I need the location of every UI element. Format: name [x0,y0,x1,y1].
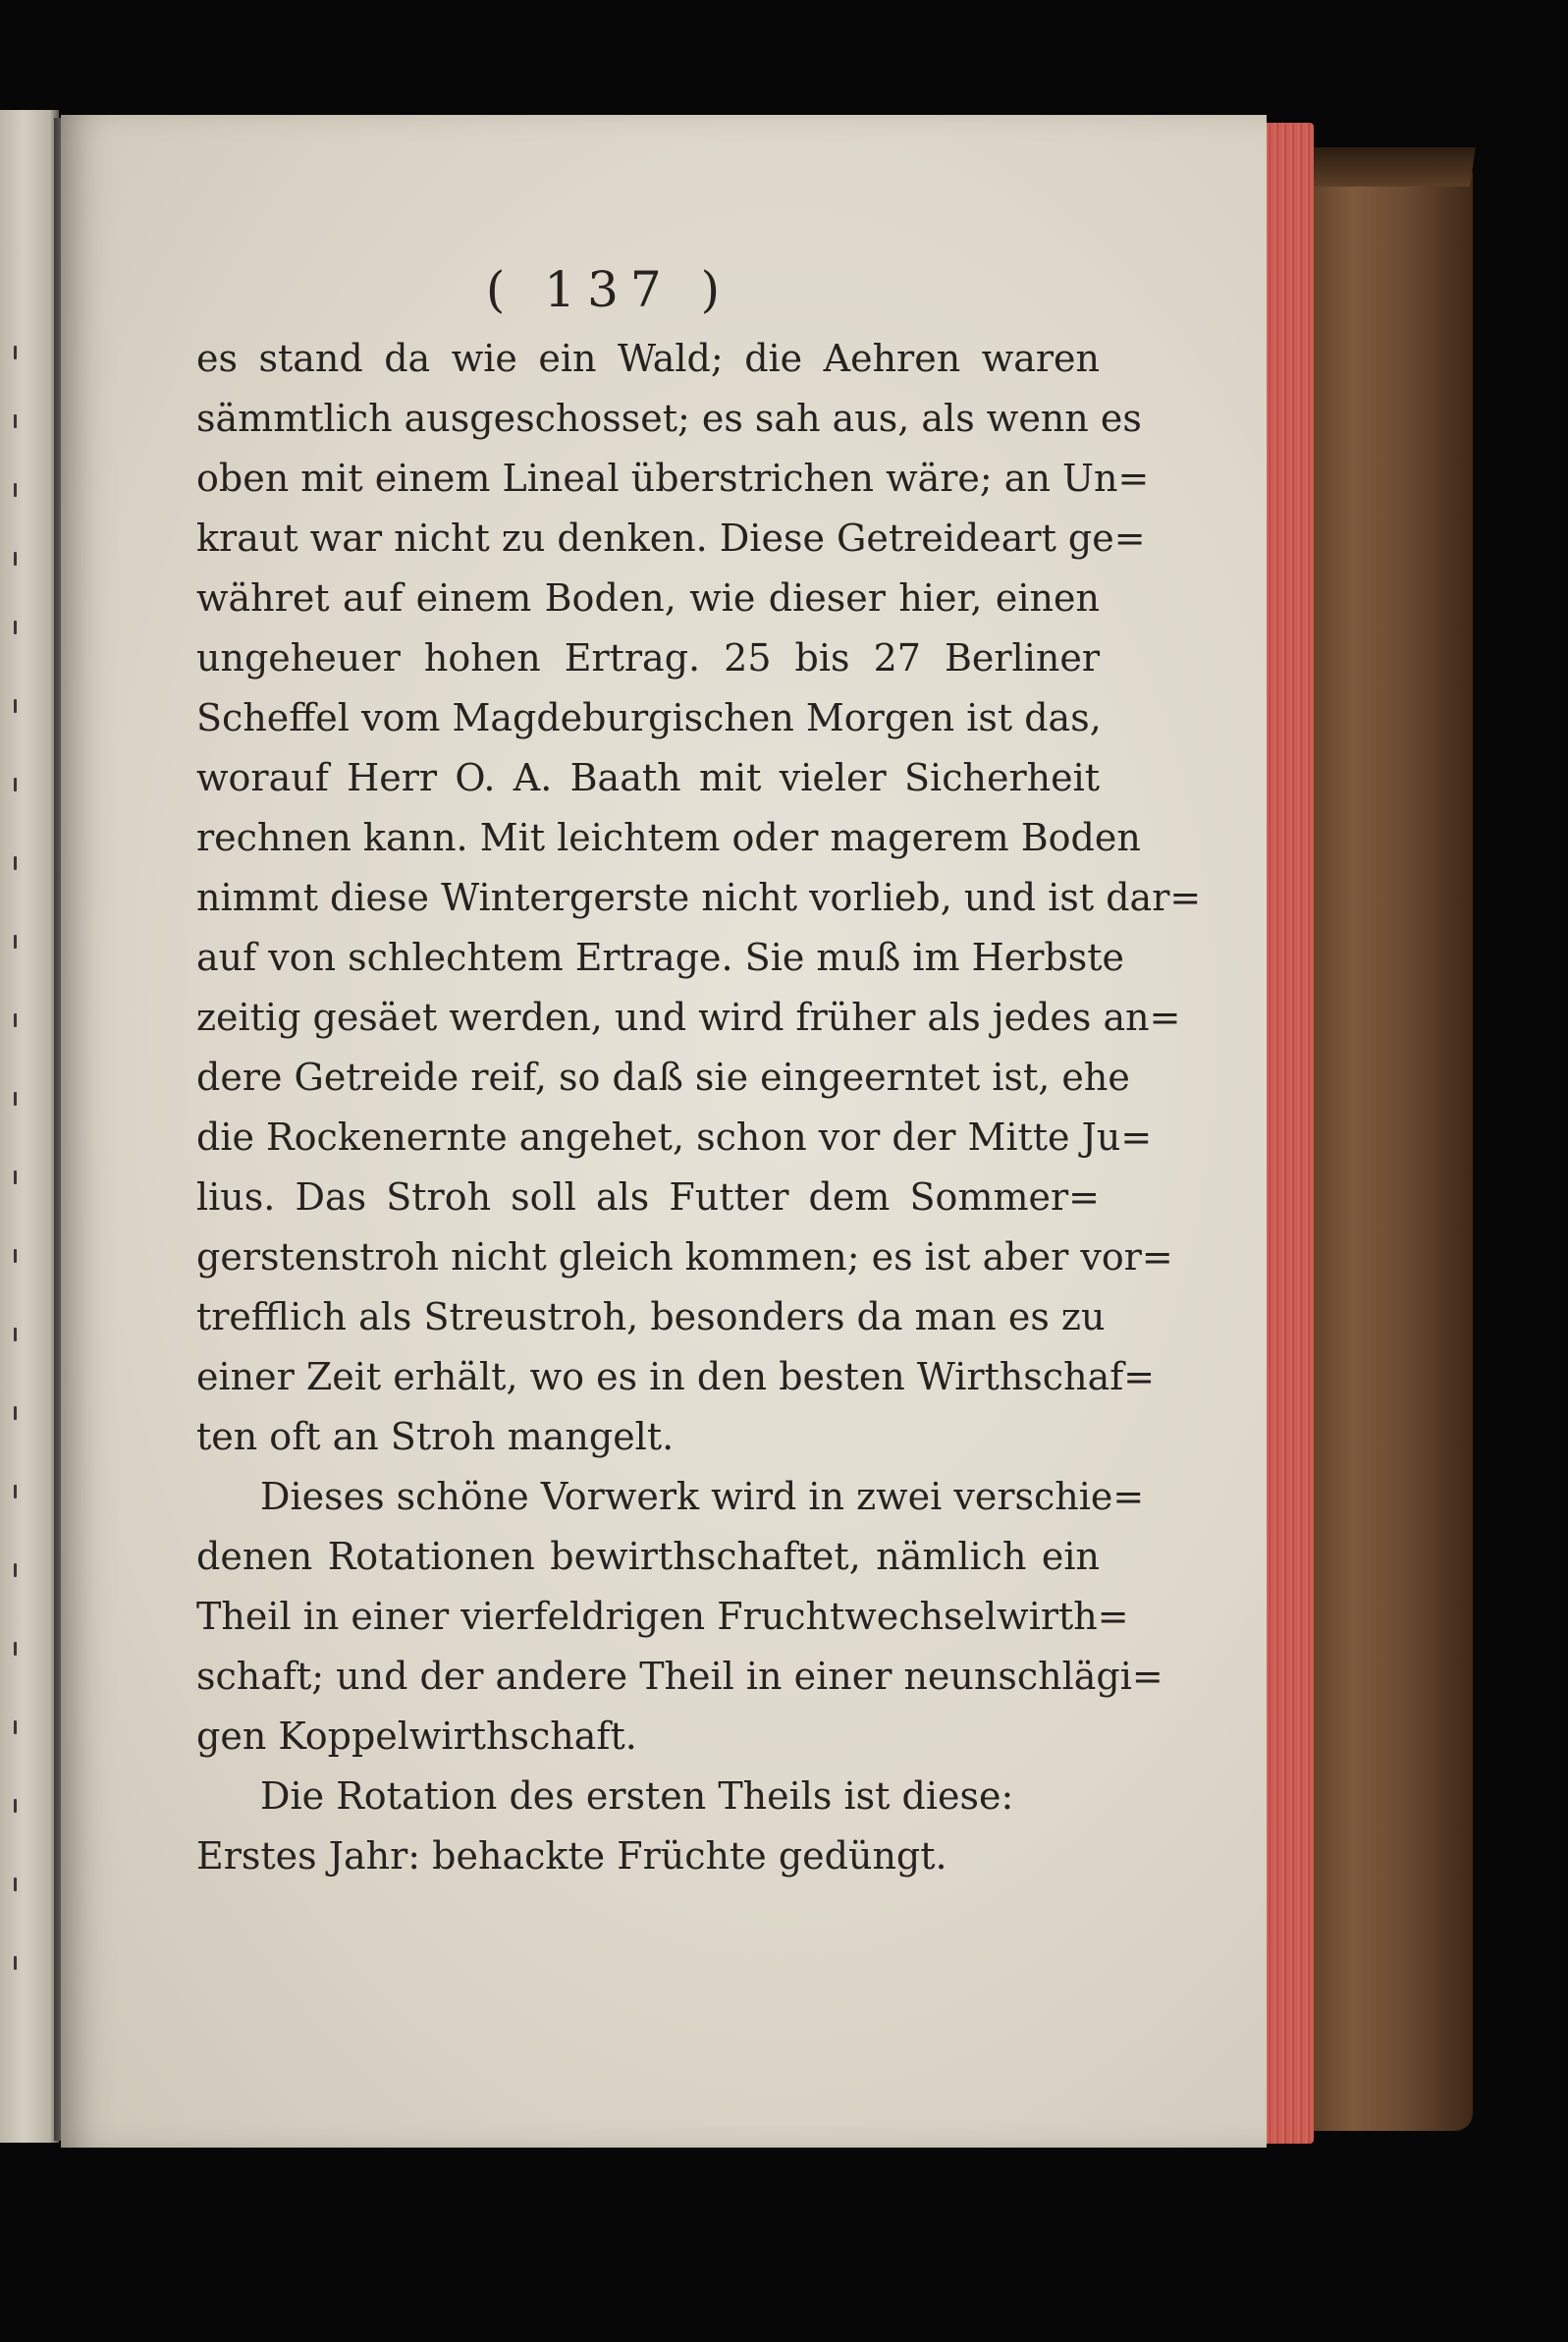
text-line: nimmt diese Wintergerste nicht vorlieb, und ist dar= [196,876,1202,919]
text-line: Dieses schöne Vorwerk wird in zwei verschie= [260,1475,1145,1518]
page-text [196,250,1202,1886]
text-line: Scheffel vom Magdeburgischen Morgen ist das, [196,696,1102,739]
text-line: sämmtlich ausgeschosset; es sah aus, als wenn es [196,397,1142,440]
text-line: worauf Herr O. A. Baath mit vieler Sicherheit [196,756,1100,799]
book-cover [1301,157,1473,2131]
text-line: zeitig gesäet werden, und wird früher als jedes an= [196,996,1181,1039]
text-line: es stand da wie ein Wald; die Aehren waren [196,337,1100,380]
text-line: Die Rotation des ersten Theils ist diese: [260,1774,1014,1818]
text-line: oben mit einem Lineal überstrichen wäre; an Un= [196,457,1150,500]
text-line: dere Getreide reif, so daß sie eingeerntet ist, ehe [196,1056,1130,1099]
text-line: denen Rotationen bewirthschaftet, nämlich ein [196,1535,1100,1578]
text-line: schaft; und der andere Theil in einer neunschlägi= [196,1655,1163,1698]
text-line: ten oft an Stroh mangelt. [196,1415,675,1458]
page-number: ( 137 ) [485,261,732,318]
text-line: einer Zeit erhält, wo es in den besten Wirthschaf= [196,1355,1156,1398]
text-line: gerstenstroh nicht gleich kommen; es ist aber vor= [196,1235,1173,1279]
text-line: ungeheuer hohen Ertrag. 25 bis 27 Berliner [196,636,1100,680]
text-line: rechnen kann. Mit leichtem oder magerem Boden [196,816,1141,859]
text-line: gen Koppelwirthschaft. [196,1715,637,1758]
left-page-edge [0,110,59,2143]
text-line: trefflich als Streustroh, besonders da man es zu [196,1295,1106,1338]
text-line: lius. Das Stroh soll als Futter dem Sommer= [196,1175,1100,1219]
text-line: auf von schlechtem Ertrage. Sie muß im Herbste [196,936,1125,979]
text-line: die Rockenernte angehet, schon vor der Mitte Ju= [196,1116,1153,1159]
text-line: Erstes Jahr: behackte Früchte gedüngt. [196,1834,947,1878]
text-line: Theil in einer vierfeldrigen Fruchtwechselwirth= [196,1595,1129,1638]
text-line: währet auf einem Boden, wie dieser hier, einen [196,576,1100,620]
text-line: kraut war nicht zu denken. Diese Getreideart ge= [196,517,1146,560]
